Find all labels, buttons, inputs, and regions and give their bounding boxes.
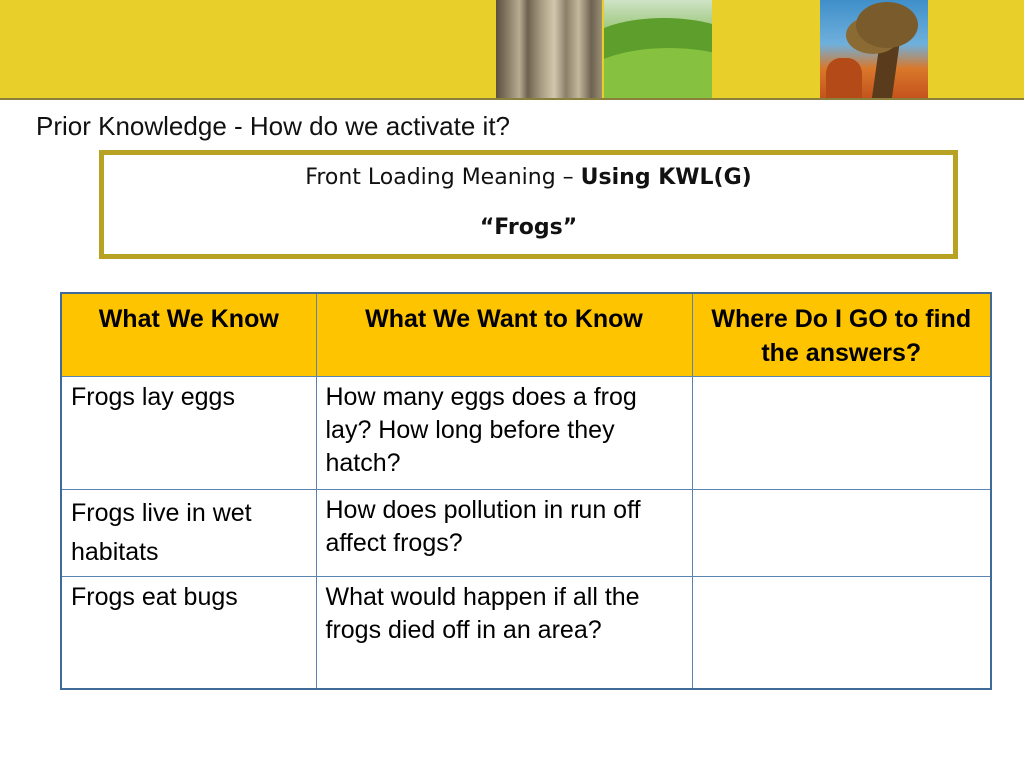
green-hills-photo bbox=[604, 0, 712, 98]
table-cell bbox=[692, 490, 991, 577]
subtitle-line bbox=[104, 165, 953, 190]
slide-title: Prior Knowledge - How do we activate it? bbox=[36, 111, 511, 141]
table-cell bbox=[692, 577, 991, 689]
table-row bbox=[61, 577, 991, 689]
table-row bbox=[61, 490, 991, 577]
tree-trunk bbox=[872, 40, 900, 98]
tree-canopy bbox=[856, 2, 918, 48]
subtitle-box bbox=[99, 150, 958, 259]
table-header-row bbox=[61, 293, 991, 377]
hill bbox=[604, 48, 712, 98]
table-cell: How many eggs does a frog lay? How long before they hatch? bbox=[316, 377, 692, 490]
table-cell: Frogs eat bugs bbox=[61, 577, 316, 689]
topic-label: “Frogs” bbox=[479, 215, 578, 240]
column-header-know: What We Know bbox=[61, 293, 316, 377]
tree-rock-photo bbox=[820, 0, 928, 98]
table-cell: How does pollution in run off affect frogs? bbox=[316, 490, 692, 577]
kwl-table bbox=[60, 292, 992, 690]
rock bbox=[826, 58, 862, 98]
table-row bbox=[61, 377, 991, 490]
table-cell: What would happen if all the frogs died off in an area? bbox=[316, 577, 692, 689]
table-cell: Frogs lay eggs bbox=[61, 377, 316, 490]
column-header-where: Where Do I GO to find the answers? bbox=[692, 293, 991, 377]
table-cell: Frogs live in wet habitats bbox=[61, 490, 316, 577]
column-header-want: What We Want to Know bbox=[316, 293, 692, 377]
subtitle-prefix: Front Loading Meaning – bbox=[305, 165, 581, 190]
table-cell bbox=[692, 377, 991, 490]
banner-divider bbox=[0, 98, 1024, 100]
subtitle-bold: Using KWL(G) bbox=[580, 165, 752, 190]
curtain-photo bbox=[496, 0, 602, 98]
